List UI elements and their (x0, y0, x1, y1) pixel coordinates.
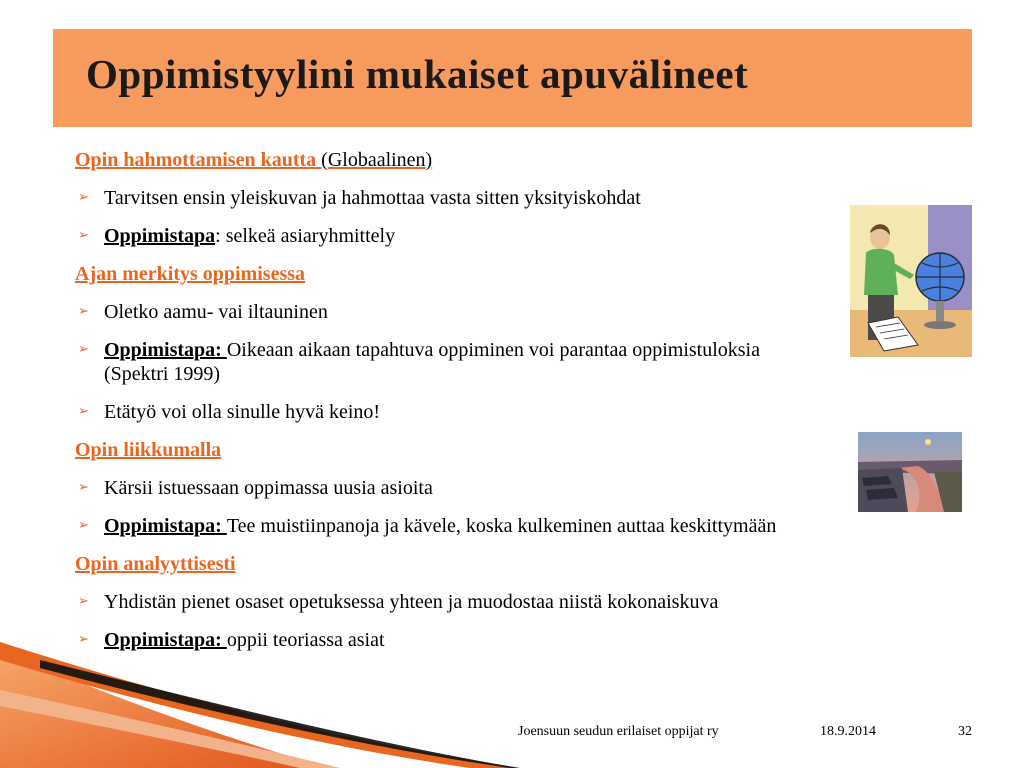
teacher-globe-clipart (850, 205, 972, 357)
bullet-text: : selkeä asiaryhmittely (215, 225, 396, 247)
section-heading (75, 262, 875, 286)
bullet-text: oppii teoriassa asiat (226, 629, 385, 651)
bullet-item (75, 400, 875, 424)
bullet-strong: Oppimistapa (104, 225, 216, 247)
bullet-text: Tarvitsen ensin yleiskuvan ja hahmottaa vasta sitten yksityiskohdat (104, 187, 641, 209)
arrow-bullet-icon: ➢ (78, 404, 89, 419)
section-heading-text: Opin hahmottamisen kautta (75, 149, 317, 171)
bullet-text: Yhdistän pienet osaset opetuksessa yhteen ja muodostaa niistä kokonaiskuva (104, 591, 719, 613)
arrow-bullet-icon: ➢ (78, 518, 89, 533)
section-heading-text: Ajan merkitys oppimisessa (75, 263, 306, 285)
bullet-item (75, 186, 875, 210)
bullet-text: Etätyö voi olla sinulle hyvä keino! (104, 401, 381, 423)
arrow-bullet-icon: ➢ (78, 190, 89, 205)
bullet-item (75, 590, 875, 614)
arrow-bullet-icon: ➢ (78, 480, 89, 495)
bullet-text: Oletko aamu- vai iltauninen (104, 301, 328, 323)
bullet-strong: Oppimistapa: (104, 339, 227, 361)
bullet-item (75, 514, 884, 538)
arrow-bullet-icon: ➢ (78, 632, 89, 647)
slide-content (75, 148, 875, 666)
bullet-text: Tee muistiinpanoja ja kävele, koska kulkeminen auttaa keskittymään (226, 515, 777, 537)
bullet-item (75, 476, 875, 500)
bullet-text: Oikeaan aikaan tapahtuva oppiminen voi parantaa oppimistuloksia (Spektri 1999) (104, 339, 760, 385)
bullet-item (75, 338, 824, 386)
arrow-bullet-icon: ➢ (78, 342, 89, 357)
arrow-bullet-icon: ➢ (78, 304, 89, 319)
section-heading (75, 148, 875, 172)
section-heading (75, 552, 875, 576)
bullet-strong: Oppimistapa: (104, 515, 227, 537)
bullet-item (75, 224, 875, 248)
slide-title: Oppimistyylini mukaiset apuvälineet (86, 51, 749, 97)
footer-date: 18.9.2014 (820, 724, 876, 739)
river-sunset-clipart (858, 432, 962, 512)
bullet-item (75, 300, 875, 324)
section-heading-text: Opin liikkumalla (75, 439, 222, 461)
bullet-item (75, 628, 875, 652)
section-heading (75, 438, 875, 462)
bullet-strong: Oppimistapa: (104, 629, 227, 651)
arrow-bullet-icon: ➢ (78, 228, 89, 243)
arrow-bullet-icon: ➢ (78, 594, 89, 609)
bullet-text: Kärsii istuessaan oppimassa uusia asioita (104, 477, 433, 499)
section-heading-suffix: (Globaalinen) (321, 149, 433, 171)
section-heading-text: Opin analyyttisesti (75, 553, 236, 575)
footer-page-number: 32 (958, 724, 972, 739)
footer-organization: Joensuun seudun erilaiset oppijat ry (518, 724, 719, 739)
